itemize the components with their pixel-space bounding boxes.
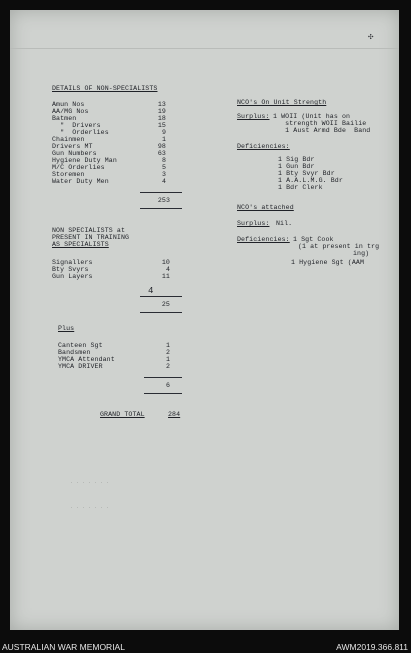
list-item-value: 13 <box>157 101 166 108</box>
hygiene-line: 1 Hygiene Sgt (AAM <box>291 259 365 266</box>
list-item-value: 18 <box>157 115 166 122</box>
list-item-label: Bty Svyrs <box>52 266 89 273</box>
deficiency-line: 1 Sig Bdr <box>278 156 315 163</box>
grand-total-value: 284 <box>168 411 181 418</box>
sum-rule <box>140 192 182 193</box>
non-specialists-heading: DETAILS OF NON-SPECIALISTS <box>52 85 158 92</box>
list-item-label: Water Duty Men <box>52 178 109 185</box>
list-item-value: 15 <box>157 122 166 129</box>
surplus-line: 1 Aust Armd Bde Band <box>273 127 371 134</box>
sum-rule <box>144 393 182 394</box>
subtotal-value: 253 <box>157 197 170 204</box>
list-item-label: Chainmen <box>52 136 85 143</box>
list-item-value: 4 <box>165 266 170 273</box>
list-item-value: 2 <box>165 349 170 356</box>
list-item-label: Gun Layers <box>52 273 93 280</box>
training-heading-line: PRESENT IN TRAINING <box>52 234 130 241</box>
nco-attached-heading: NCO's attached <box>237 204 294 211</box>
footer-institution: AUSTRALIAN WAR MEMORIAL <box>2 642 125 652</box>
archive-footer <box>0 641 411 653</box>
list-item-label: Signallers <box>52 259 93 266</box>
deficiency2-line: ing) <box>353 250 370 257</box>
deficiency-line: 1 A.A.L.M.G. Bdr <box>278 177 343 184</box>
list-item-label: M/C Orderlies <box>52 164 105 171</box>
list-item-value: 1 <box>161 136 166 143</box>
list-item-label: YMCA Attendant <box>58 356 115 363</box>
sum-rule <box>140 312 182 313</box>
list-item-value: 98 <box>157 143 166 150</box>
deficiency-line: 1 Gun Bdr <box>278 163 315 170</box>
deficiency-line: 1 Bdr Clerk <box>278 184 323 191</box>
deficiencies2-label: Deficiencies: <box>237 236 290 243</box>
training-heading-line: NON SPECIALISTS at <box>52 227 126 234</box>
deficiency2-line: (1 at present in trg <box>298 243 380 250</box>
nco-strength-heading: NCO's On Unit Strength <box>237 99 327 106</box>
surplus2-value: Nil. <box>276 220 293 227</box>
list-item-value: 10 <box>161 259 170 266</box>
list-item-label: Hygiene Duty Man <box>52 157 117 164</box>
faint-dots: · · · · · · · <box>70 505 110 511</box>
list-item-label: YMCA DRIVER <box>58 363 103 370</box>
list-item-value: 11 <box>161 273 170 280</box>
training-heading-line: AS SPECIALISTS <box>52 241 109 248</box>
list-item-label: Drivers MT <box>52 143 93 150</box>
deficiencies-label: Deficiencies: <box>237 143 290 150</box>
list-item-value: 2 <box>165 363 170 370</box>
list-item-value: 3 <box>161 171 166 178</box>
sum-rule <box>140 296 182 297</box>
subtotal-value: 6 <box>165 382 170 389</box>
list-item-value: 19 <box>157 108 166 115</box>
list-item-label: AA/MG Nos <box>52 108 89 115</box>
list-item-label: Batmen <box>52 115 77 122</box>
list-item-value: 9 <box>161 129 166 136</box>
handwritten-figure: 4 <box>148 286 154 296</box>
list-item-value: 1 <box>165 342 170 349</box>
plus-heading: Plus <box>58 325 75 332</box>
list-item-label: Canteen Sgt <box>58 342 103 349</box>
surplus-line: strength WOII Bailie <box>273 120 367 127</box>
grand-total-label: GRAND TOTAL <box>100 411 145 418</box>
list-item-value: 63 <box>157 150 166 157</box>
list-item-value: 1 <box>165 356 170 363</box>
document-page <box>10 10 399 630</box>
subtotal-value: 25 <box>161 301 170 308</box>
list-item-value: 4 <box>161 178 166 185</box>
corner-mark-icon: ✣ <box>368 32 374 42</box>
faint-dots: · · · · · · · <box>70 480 110 486</box>
list-item-label: " Orderlies <box>52 129 109 136</box>
surplus-line: 1 WOII (Unit has on <box>273 113 351 120</box>
list-item-label: Storemen <box>52 171 85 178</box>
list-item-label: " Drivers <box>52 122 101 129</box>
deficiency2-line: 1 Sgt Cook <box>293 236 334 243</box>
list-item-value: 5 <box>161 164 166 171</box>
list-item-label: Bandsmen <box>58 349 91 356</box>
deficiency-line: 1 Bty Svyr Bdr <box>278 170 335 177</box>
list-item-value: 8 <box>161 157 166 164</box>
surplus2-label: Surplus: <box>237 220 270 227</box>
sum-rule <box>140 208 182 209</box>
list-item-label: Gun Numbers <box>52 150 97 157</box>
sum-rule <box>144 377 182 378</box>
footer-accession-id: AWM2019.366.811 <box>336 642 408 652</box>
list-item-label: Amun Nos <box>52 101 85 108</box>
surplus-label: Surplus: <box>237 113 270 120</box>
